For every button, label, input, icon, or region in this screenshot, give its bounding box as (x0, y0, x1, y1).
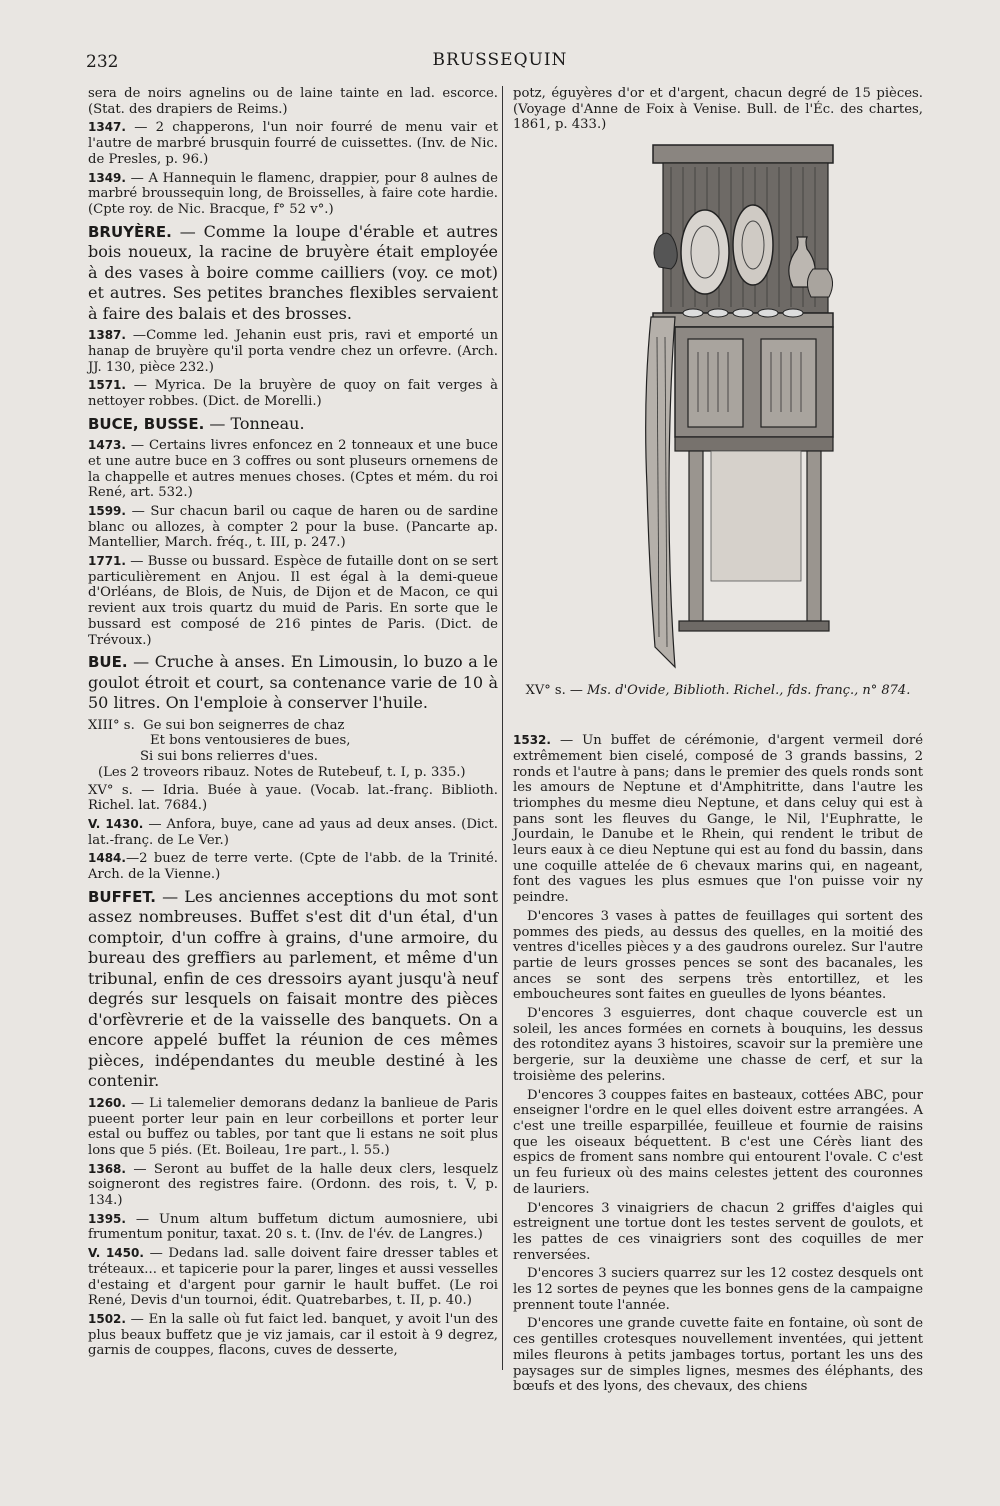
definition: — Comme la loupe d'érable et autres bois noueux, la racine de bruyère était employée à des vases à boire comme cailliers (voy. ce mot) et autres. Ses petites branches flexibles servaient à faire des balais et des brosses. (88, 221, 498, 323)
entry-text: — Li talemelier demorans dedanz la banlieue de Paris pueent porter leur pain en leur corbeillons et porter leur estal ou buffez ou tables, por tant que li estans ne soit plus lons que 5 piés. (Et. Boileau, 1re part., l. 55.) (88, 1095, 498, 1158)
paragraph: D'encores 3 vases à pattes de feuillages qui sortent des pommes des pieds, au dessus des quelles, en la moitié des ventres d'icelles pièces y a des gaudrons ourelez. Sur l'autre partie de leurs grosses pences se sont des bacanales, les ances se sont des serpens très entortillez, et les emboucheures sont faites en gueulles de lyons béantes. (513, 908, 923, 1003)
entry-text: — Seront au buffet de la halle deux clers, lesquelz soigneront des registres faire. (Ordonn. des rois, t. V, p. 134.) (88, 1161, 498, 1209)
article-bue (88, 652, 498, 714)
running-title: BRUSSEQUIN (432, 50, 568, 70)
verse-century: XIII° s. (88, 717, 135, 733)
entry-xv (88, 783, 498, 814)
entry-date: 1349. (88, 170, 126, 185)
caption-source: — Ms. d'Ovide, Biblioth. Richel., fds. franç., n° 874. (565, 683, 911, 699)
entry-text: — 2 chapperons, l'un noir fourré de menu vair et l'autre de marbré brusquin fourré de cuissettes. (Inv. de Nic. de Presles, p. 96.) (88, 120, 498, 167)
entry-date: 1368. (88, 1161, 126, 1176)
entry-date: 1571. (88, 378, 126, 393)
entry-1349 (88, 171, 498, 218)
entry-1599 (88, 504, 498, 551)
entry-1571 (88, 378, 498, 409)
entry-date: 1347. (88, 120, 126, 135)
paragraph: D'encores 3 esguierres, dont chaque couvercle est un soleil, les ances formées en cornets à bouquins, les dessus des rotonditez ayans 3 histoires, scavoir sur la première une bergerie, sur la deuxième une chasse de cerf, et sur la troisième des pelerins. (513, 1006, 923, 1084)
entry-date: 1387. (88, 328, 126, 343)
entry-date: 1532. (513, 733, 551, 748)
entry-text: — A Hannequin le flamenc, drappier, pour 8 aulnes de marbré broussequin long, de Broisselles, à faire cote hardie. (Cpte roy. de Nic. Bracque, f° 52 v°.) (88, 170, 498, 217)
entry-text: — Dedans lad. salle doivent faire dresser tables et tréteaux... et tapicerie pour la parer, linges et aussi vesselles d'estaing et d'argent pour garnir le hault buffet. (Le roi René, Devis d'un tournoi, édit. Quatrebarbes, t. II, p. 40.) (88, 1246, 498, 1309)
entry-1368 (88, 1162, 498, 1209)
verse-quote (88, 718, 498, 781)
definition: — Les anciennes acceptions du mot sont assez nombreuses. Buffet s'est dit d'un étal, d'un comptoir, d'un coffre à grains, d'une armoire, du bureau des greffiers au parlement, et même d'un tribunal, enfin de ces dressoirs ayant jusqu'à neuf degrés sur lesquels on faisait montre des pièces d'orfèvrerie et de la vaisselle des banquets. On a encore appelé buffet la réunion de ces mêmes pièces, indépendantes du meuble destiné à les contenir. (88, 886, 498, 1091)
paragraph: sera de noirs agnelins ou de laine tainte en lad. escorce. (Stat. des drapiers de Reims.) (88, 86, 498, 117)
entry-text: — En la salle où fut faict led. banquet, y avoit l'un des plus beaux buffetz que je viz jamais, car il estoit à 9 degrez, garnis de couppes, flacons, cuves de desserte, (88, 1311, 498, 1359)
headword: BUFFET. (88, 887, 157, 906)
entry-1502 (88, 1312, 498, 1359)
entry-1260 (88, 1096, 498, 1159)
paragraph: potz, éguyères d'or et d'argent, chacun degré de 15 pièces. (Voyage d'Anne de Foix à Venise. Bull. de l'Éc. des chartes, 1861, p. 433.) (513, 86, 923, 133)
entry-text: — Myrica. De la bruyère de quoy on fait verges à nettoyer robbes. (Dict. de Morelli.) (88, 378, 498, 409)
headword: BUE. (88, 653, 128, 672)
verse-line: XIII° s. Ge sui bon seignerres de chaz (88, 717, 345, 733)
entry-date: V. 1450. (88, 1246, 144, 1261)
paragraph: D'encores 3 couppes faites en basteaux, cottées ABC, pour enseigner l'ordre en le quel elles doivent estre arrangées. A c'est une treille esparpillée, feuilleue et fournie de raisins que les oiseaux béquettent. B c'est une Cérès liant des espics de froment sans nombre qui entourent l'ovale. C c'est un feu furieux où des mains celestes jettent des couronnes de lauriers. (513, 1087, 923, 1197)
buffet-engraving-image (593, 137, 843, 677)
column-divider (502, 86, 503, 1370)
entry-1450 (88, 1246, 498, 1309)
caption-century: XV° s. (525, 683, 566, 699)
figure-caption (513, 683, 923, 699)
verse-line: Et bons ventousieres de bues, (150, 733, 351, 749)
entry-date: 1260. (88, 1095, 126, 1110)
left-column (88, 86, 498, 1362)
entry-1771 (88, 554, 498, 648)
entry-text: — Unum altum buffetum dictum aumosniere, ubi frumentum ponitur, taxat. 20 s. t. (Inv. de l'év. de Langres.) (88, 1211, 498, 1243)
entry-date: 1502. (88, 1311, 126, 1326)
paragraph: D'encores 3 suciers quarrez sur les 12 costez desquels ont les 12 sortes de peynes que les bonnes gens de la campaigne prennent toute l'année. (513, 1266, 923, 1313)
headword: BRUYÈRE. (88, 222, 172, 241)
entry-1347 (88, 120, 498, 167)
verse-source: (Les 2 troveors ribauz. Notes de Rutebeuf, t. I, p. 335.) (98, 764, 466, 780)
definition: — Tonneau. (204, 413, 305, 433)
paragraph: D'encores 3 vinaigriers de chacun 2 griffes d'aigles qui estreignent une tortue dont les testes servent de goulots, et les pattes de ces vinaigriers sont des coquilles de mer renversées. (513, 1200, 923, 1263)
entry-date: 1484. (88, 851, 126, 866)
definition: — Cruche à anses. En Limousin, lo buzo a le goulot étroit et court, sa contenance varie de 10 à 50 litres. On l'emploie à conserver l'huile. (88, 652, 498, 713)
entry-text: — Idria. Buée à yaue. (Vocab. lat.-franç. Biblioth. Richel. lat. 7684.) (88, 782, 498, 814)
entry-text: — Certains livres enfoncez en 2 tonneaux et une buce et une autre buce en 3 coffres ou sont pluseurs ornemens de la chappelle et autres menues choses. (Cptes et mém. du roi René, art. 532.) (88, 438, 498, 501)
article-bruyere (88, 222, 498, 325)
entry-date: V. 1430. (88, 817, 144, 831)
entry-date: 1473. (88, 438, 126, 453)
entry-text: — Anfora, buye, cane ad yaus ad deux anses. (Dict. lat.-franç. de Le Ver.) (88, 817, 498, 848)
entry-1484 (88, 851, 498, 882)
entry-date: XV° s. (88, 782, 133, 798)
paragraph: D'encores une grande cuvette faite en fontaine, où sont de ces gentilles crotesques nouvellement inventées, qui jettent miles fleurons à petits jambages tortus, portant les uns des paysages sur de simples lignes, mesmes des éléphants, des bœufs et des lyons, des chevaux, des chiens (513, 1316, 923, 1395)
entry-text: — Busse ou bussard. Espèce de futaille dont on se sert particulièrement en Anjou. Il est égal à la demi-queue d'Orléans, de Blois, de Nuis, de Dijon et de Macon, ce qui revient aux trois quartz du muid de Paris. En sorte que le bussard est composé de 216 pintes de Paris. (Dict. de Trévoux.) (88, 554, 498, 648)
entry-1473 (88, 438, 498, 501)
verse-line: Si sui bons relierres d'ues. (140, 749, 318, 765)
entry-text: — Un buffet de cérémonie, d'argent vermeil doré extrêmement bien ciselé, composé de 3 grands bassins, 2 ronds et l'autre à pans; dans le premier des quels ronds sont les amours de Neptune et d'Amphitritte, dans l'autre les triomphes du mesme dieu Neptune, et dans celuy qui est à pans sont les fleuves du Gange, le Nil, l'Euphratte, le Jourdain, le Danube et le Rhein, qui rendent le tribut de leurs eaux à ce dieu Neptune qui est au fond du bassin, dans une coquille attelée de 6 chevaux marins qui, en nageant, font des vagues les plus esmues que l'on puisse voir ny peindre. (513, 733, 923, 906)
page-number: 232 (86, 52, 119, 72)
entry-1395 (88, 1212, 498, 1243)
entry-1387 (88, 328, 498, 375)
entry-text: —Comme led. Jehanin eust pris, ravi et emporté un hanap de bruyère qu'il porta vendre chez un orfevre. (Arch. JJ. 130, pièce 232.) (88, 328, 498, 375)
entry-1532 (513, 733, 923, 906)
right-column (513, 86, 923, 1398)
article-buce (88, 414, 498, 435)
headword: BUCE, BUSSE. (88, 414, 205, 433)
buffet-illustration-figure (513, 137, 923, 725)
entry-text: —2 buez de terre verte. (Cpte de l'abb. de la Trinité. Arch. de la Vienne.) (88, 851, 498, 883)
entry-date: 1599. (88, 503, 126, 518)
article-buffet (88, 887, 498, 1092)
entry-1430 (88, 817, 498, 848)
entry-text: — Sur chacun baril ou caque de haren ou de sardine blanc ou allozes, à compter 2 pour la buse. (Pancarte ap. Mantellier, March. fréq., t. III, p. 247.) (88, 503, 498, 551)
entry-date: 1395. (88, 1211, 126, 1226)
entry-date: 1771. (88, 554, 126, 569)
